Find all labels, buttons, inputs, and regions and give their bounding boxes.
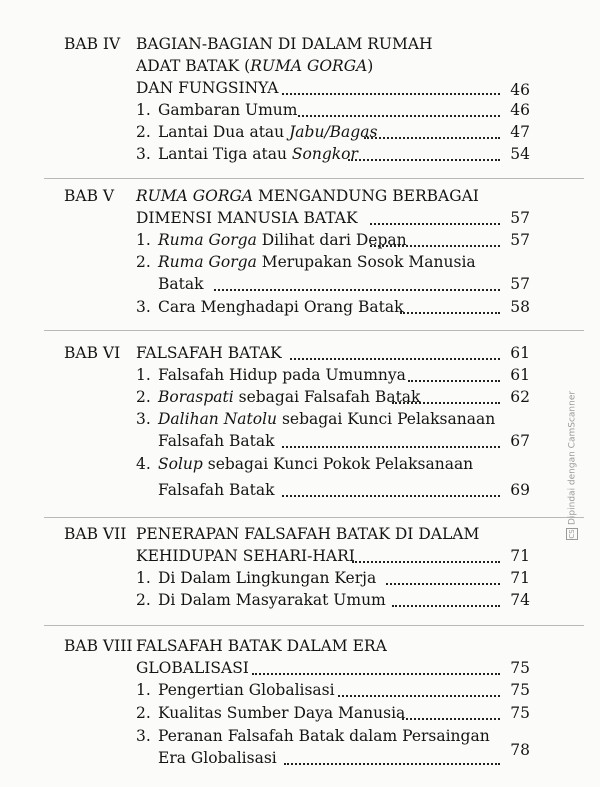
chapter-label-vii: BAB VII [64, 525, 127, 543]
dot-leader [338, 695, 500, 697]
toc-entry-sosok-manusia: Ruma Gorga Merupakan Sosok Manusia [158, 253, 476, 271]
entry-number: 2. [136, 123, 151, 141]
dot-leader [298, 115, 500, 117]
toc-entry-lantai-tiga: Lantai Tiga atau Songkor [158, 145, 358, 163]
chapter-page-vi: 61 [510, 344, 530, 362]
toc-entry-sosok-manusia-line2: Batak [158, 275, 204, 293]
entry-number: 4. [136, 455, 151, 473]
entry-number: 2. [136, 388, 151, 406]
chapter-title-viii-line2: GLOBALISASI [136, 659, 249, 677]
toc-entry-peranan-falsafah-line2: Era Globalisasi [158, 749, 277, 767]
entry-page: 67 [510, 432, 530, 450]
dot-leader [402, 718, 500, 720]
entry-number: 1. [136, 101, 151, 119]
entry-page: 47 [510, 123, 530, 141]
entry-number: 3. [136, 727, 151, 745]
chapter-page-vii: 71 [510, 547, 530, 565]
entry-number: 1. [136, 366, 151, 384]
entry-number: 2. [136, 704, 151, 722]
scanner-watermark [566, 391, 578, 540]
toc-entry-peranan-falsafah: Peranan Falsafah Batak dalam Persaingan [158, 727, 490, 745]
toc-entry-cara-menghadapi: Cara Menghadapi Orang Batak [158, 298, 404, 316]
chapter-page-v: 57 [510, 209, 530, 227]
chapter-label-iv: BAB IV [64, 35, 121, 53]
entry-page: 69 [510, 481, 530, 499]
entry-number: 2. [136, 253, 151, 271]
chapter-label-viii: BAB VIII [64, 637, 133, 655]
entry-page: 54 [510, 145, 530, 163]
camscanner-icon: CS [568, 529, 576, 539]
chapter-title-v-line2: DIMENSI MANUSIA BATAK [136, 209, 358, 227]
dot-leader [348, 159, 500, 161]
entry-page: 78 [510, 741, 530, 759]
entry-page: 71 [510, 569, 530, 587]
entry-number: 3. [136, 298, 151, 316]
dot-leader [282, 446, 500, 448]
entry-number: 2. [136, 591, 151, 609]
toc-entry-lantai-dua: Lantai Dua atau Jabu/Bagas [158, 123, 378, 141]
dot-leader [364, 137, 500, 139]
chapter-title-iv-line1: BAGIAN-BAGIAN DI DALAM RUMAH [136, 35, 433, 53]
section-divider [44, 517, 584, 518]
entry-page: 57 [510, 275, 530, 293]
chapter-title-viii-line1: FALSAFAH BATAK DALAM ERA [136, 637, 387, 655]
dot-leader [282, 93, 500, 95]
toc-entry-boraspati: Boraspati sebagai Falsafah Batak [158, 388, 421, 406]
dot-leader [290, 358, 500, 360]
chapter-title-vii-line1: PENERAPAN FALSAFAH BATAK DI DALAM [136, 525, 480, 543]
entry-page: 61 [510, 366, 530, 384]
toc-entry-kualitas-sdm: Kualitas Sumber Daya Manusia [158, 704, 406, 722]
chapter-title-iv-line2: ADAT BATAK (RUMA GORGA) [136, 57, 374, 75]
dot-leader [386, 583, 500, 585]
entry-page: 62 [510, 388, 530, 406]
toc-entry-solup: Solup sebagai Kunci Pokok Pelaksanaan [158, 455, 474, 473]
dot-leader [400, 312, 500, 314]
entry-number: 1. [136, 231, 151, 249]
chapter-title-v-line1: RUMA GORGA MENGANDUNG BERBAGAI [136, 187, 479, 205]
dot-leader [282, 495, 500, 497]
toc-entry-lingkungan-kerja: Di Dalam Lingkungan Kerja [158, 569, 377, 587]
toc-entry-pengertian-globalisasi: Pengertian Globalisasi [158, 681, 335, 699]
toc-entry-gambaran-umum: Gambaran Umum [158, 101, 298, 119]
toc-entry-dalihan-natolu-line2: Falsafah Batak [158, 432, 275, 450]
entry-page: 75 [510, 704, 530, 722]
dot-leader [284, 763, 500, 765]
entry-page: 57 [510, 231, 530, 249]
dot-leader [392, 605, 500, 607]
toc-entry-falsafah-hidup: Falsafah Hidup pada Umumnya [158, 366, 406, 384]
section-divider [44, 330, 584, 331]
dot-leader [370, 245, 500, 247]
section-divider [44, 625, 584, 626]
chapter-title-iv-line3: DAN FUNGSINYA [136, 79, 279, 97]
chapter-page-viii: 75 [510, 659, 530, 677]
entry-page: 46 [510, 101, 530, 119]
entry-number: 1. [136, 569, 151, 587]
entry-number: 1. [136, 681, 151, 699]
dot-leader [408, 380, 500, 382]
entry-page: 75 [510, 681, 530, 699]
toc-entry-dalihan-natolu: Dalihan Natolu sebagai Kunci Pelaksanaan [158, 410, 496, 428]
chapter-title-vii-line2: KEHIDUPAN SEHARI-HARI [136, 547, 355, 565]
toc-entry-masyarakat-umum: Di Dalam Masyarakat Umum [158, 591, 386, 609]
entry-number: 3. [136, 410, 151, 428]
section-divider [44, 178, 584, 179]
chapter-page-iv: 46 [510, 81, 530, 99]
watermark-text: Dipindai dengan CamScanner [567, 390, 578, 525]
entry-number: 3. [136, 145, 151, 163]
chapter-title-vi: FALSAFAH BATAK [136, 344, 282, 362]
chapter-label-v: BAB V [64, 187, 115, 205]
dot-leader [252, 673, 500, 675]
toc-entry-solup-line2: Falsafah Batak [158, 481, 275, 499]
toc-entry-dilihat-dari-depan: Ruma Gorga Dilihat dari Depan [158, 231, 407, 249]
dot-leader [392, 402, 500, 404]
dot-leader [370, 223, 500, 225]
dot-leader [214, 289, 500, 291]
chapter-label-vi: BAB VI [64, 344, 121, 362]
entry-page: 58 [510, 298, 530, 316]
dot-leader [352, 561, 500, 563]
entry-page: 74 [510, 591, 530, 609]
